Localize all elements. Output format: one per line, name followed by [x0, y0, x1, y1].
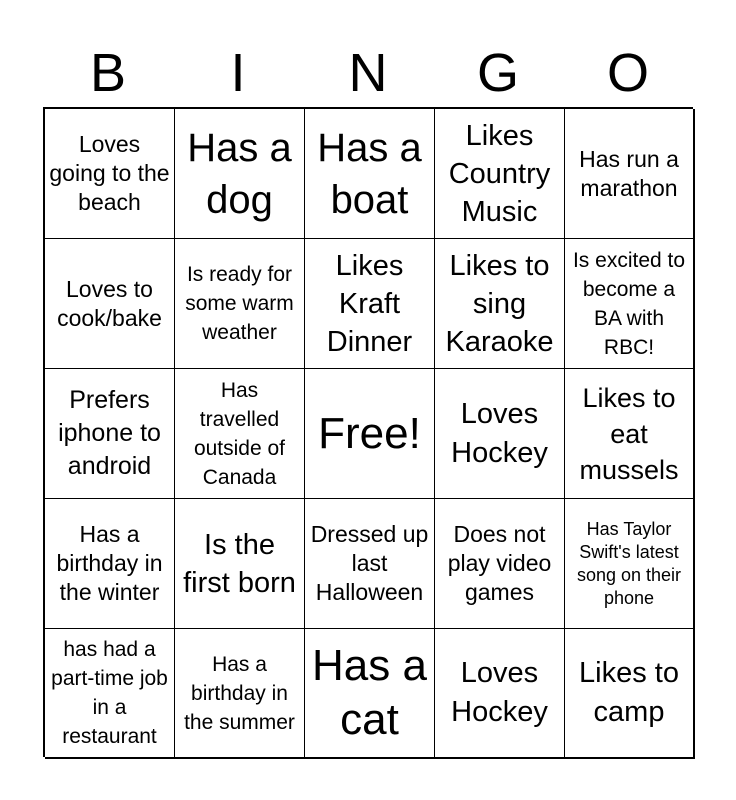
cell-text: Is excited to become a BA with RBC! — [572, 248, 686, 359]
cell-text: Loves Hockey — [451, 657, 548, 728]
bingo-cell[interactable] — [305, 499, 435, 629]
bingo-cell[interactable] — [565, 499, 695, 629]
cell-text: has had a part-time job in a restaurant — [51, 638, 168, 748]
cell-text: Likes to camp — [579, 657, 679, 728]
cell-text: Has a dog — [187, 125, 292, 222]
cell-text: Does not play video games — [447, 521, 552, 605]
cell-text: Is ready for some warm weather — [185, 263, 294, 344]
bingo-cell[interactable] — [305, 109, 435, 239]
header-letter-n: N — [348, 43, 388, 103]
free-space-cell[interactable] — [305, 369, 435, 499]
cell-text: Likes to eat mussels — [579, 382, 679, 485]
bingo-cell[interactable] — [45, 499, 175, 629]
bingo-cell[interactable] — [45, 239, 175, 369]
cell-text: Likes Kraft Dinner — [326, 249, 413, 358]
bingo-cell[interactable] — [175, 629, 305, 759]
cell-text: Has a cat — [312, 641, 427, 744]
cell-text: Loves to cook/bake — [57, 275, 162, 331]
bingo-cell[interactable] — [45, 369, 175, 499]
cell-text: Free! — [318, 408, 421, 458]
bingo-cell[interactable] — [435, 239, 565, 369]
cell-text: Has a boat — [317, 125, 422, 222]
cell-text: Is the first born — [183, 528, 296, 599]
cell-text: Has travelled outside of Canada — [193, 378, 286, 489]
bingo-cell[interactable] — [565, 239, 695, 369]
bingo-cell[interactable] — [435, 499, 565, 629]
bingo-cell[interactable] — [175, 499, 305, 629]
bingo-cell[interactable] — [305, 239, 435, 369]
bingo-cell[interactable] — [565, 109, 695, 239]
cell-text: Likes Country Music — [448, 119, 551, 228]
bingo-cell[interactable] — [175, 239, 305, 369]
header-letter-i: I — [230, 43, 246, 103]
bingo-cell[interactable] — [45, 109, 175, 239]
bingo-cell[interactable] — [305, 629, 435, 759]
header-letter-g: G — [476, 43, 519, 103]
cell-text: Loves Hockey — [451, 397, 548, 469]
cell-text: Loves going to the beach — [49, 131, 170, 215]
header-letter-b: B — [89, 43, 127, 103]
bingo-cell[interactable] — [565, 369, 695, 499]
cell-text: Likes to sing Karaoke — [445, 249, 554, 358]
bingo-cell[interactable] — [175, 109, 305, 239]
cell-text: Has a birthday in the winter — [56, 521, 163, 605]
bingo-cell[interactable] — [565, 629, 695, 759]
cell-text: Has run a marathon — [579, 145, 679, 201]
bingo-cell[interactable] — [45, 629, 175, 759]
bingo-header — [43, 40, 693, 106]
bingo-cell[interactable] — [175, 369, 305, 499]
bingo-grid — [43, 107, 693, 757]
header-letter-o: O — [606, 43, 649, 103]
cell-text: Has Taylor Swift's latest song on their phone — [576, 518, 682, 608]
bingo-cell[interactable] — [435, 629, 565, 759]
cell-text: Dressed up last Halloween — [310, 521, 429, 605]
cell-text: Has a birthday in the summer — [184, 652, 295, 734]
cell-text: Prefers iphone to android — [58, 386, 161, 480]
bingo-cell[interactable] — [435, 369, 565, 499]
bingo-cell[interactable] — [435, 109, 565, 239]
